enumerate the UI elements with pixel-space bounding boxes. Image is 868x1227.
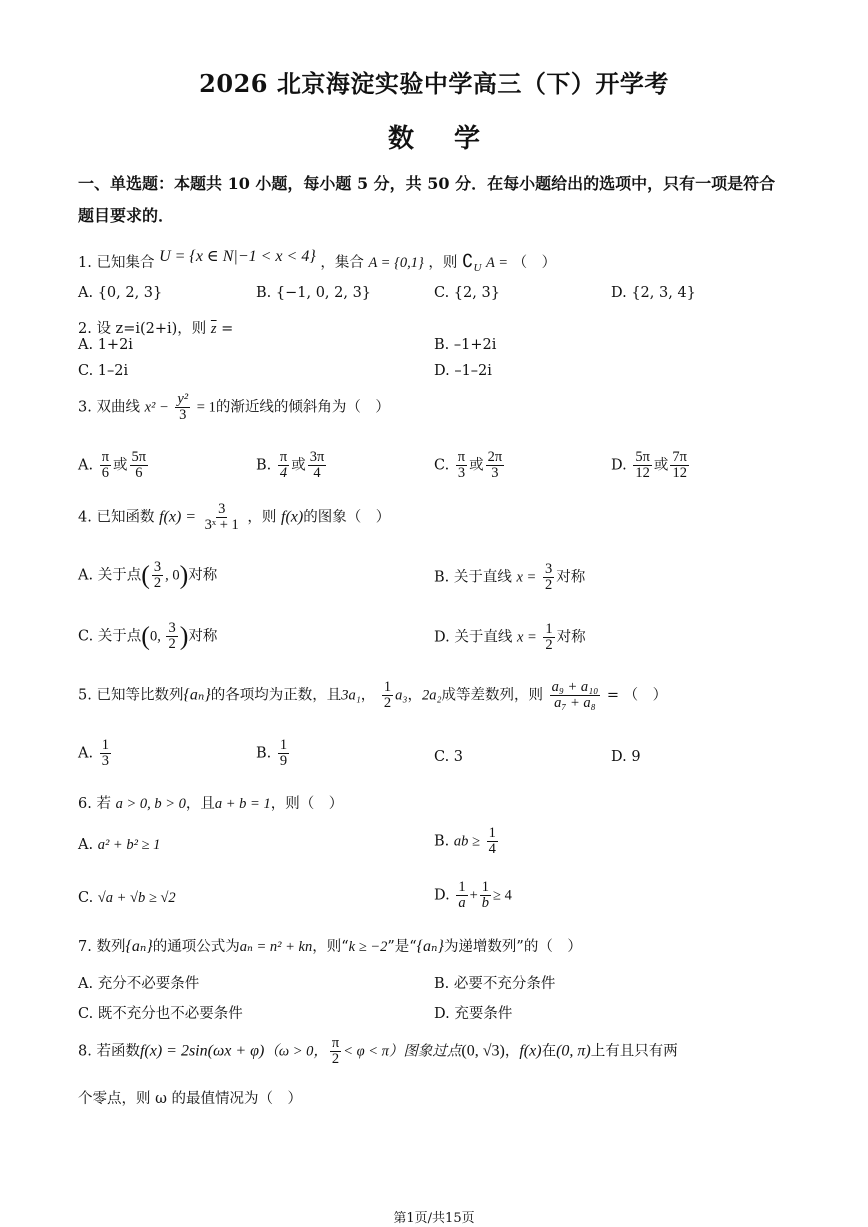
q1-set-a: A = {0,1} [368, 255, 424, 271]
q4-opt-b-tail: 对称 [556, 569, 586, 586]
subject-title: 数学 [387, 124, 520, 154]
q5-opt-a-label: A. [78, 745, 94, 762]
q6-opt-c-label: C. [78, 890, 94, 906]
q2-option-a: A. 1+2i [78, 337, 133, 353]
q2-option-c: C. 1–2i [78, 363, 129, 379]
question-8 [78, 1036, 678, 1067]
q4-option-a [78, 560, 217, 591]
q3-opt-b-den1: 4 [279, 465, 288, 482]
q3-prefix: 3. 双曲线 [78, 399, 140, 416]
q5-mid1: 的各项均为正数，且 [210, 687, 342, 704]
question-6 [78, 792, 343, 813]
q6-opt-d-num1: 1 [458, 879, 466, 895]
q4-opt-b-num: 3 [544, 561, 553, 577]
q2-option-b: B. –1+2i [434, 337, 497, 353]
q8-func: f(x) = 2sin(ωx + φ) [139, 1042, 265, 1060]
q6-prefix: 6. 若 [78, 796, 111, 812]
q4-option-d [434, 622, 586, 653]
q1-paren: （ ） [512, 255, 557, 271]
q4-opt-b-den: 2 [544, 577, 553, 594]
q4-opt-a-frac [152, 560, 163, 591]
q1-tail: ，则 [428, 255, 458, 271]
q4-option-c [78, 621, 217, 652]
q3-opt-c-den1: 3 [457, 465, 466, 482]
q5-opt-b-den: 9 [279, 753, 288, 770]
q4-opt-c-lparen: ( [141, 621, 150, 651]
q6-opt-c-expr: √a + √b ≥ √2 [97, 890, 176, 906]
q5-option-b [256, 738, 291, 769]
q4-opt-b-prefix: B. 关于直线 [434, 569, 512, 586]
section-heading: 一、单选题：本题共 10 小题，每小题 5 分，共 50 分．在每小题给出的选项中，只有一项是符合题目要求的． [78, 174, 776, 225]
q4-opt-c-num: 3 [168, 620, 176, 636]
q3-opt-d-or: 或 [653, 457, 669, 474]
q7-option-d: D. 充要条件 [434, 1006, 513, 1022]
q3-opt-a-or: 或 [113, 457, 128, 474]
q6-cond2: a + b = 1 [214, 796, 271, 812]
q5-term2-num: 1 [383, 679, 392, 695]
page-number: 第1页/共15页 [393, 1211, 475, 1226]
q6-opt-d-den2: b [481, 895, 490, 912]
q3-opt-a-den2: 6 [135, 465, 143, 482]
q5-tail: = （ ） [602, 687, 668, 704]
q3-opt-d-label: D. [611, 457, 627, 474]
q4-opt-c-prefix: C. 关于点 [78, 628, 142, 645]
q3-opt-d-num1: 5π [635, 449, 650, 465]
q5-opt-b-frac [278, 738, 289, 769]
q6-option-a [78, 837, 160, 854]
q4-mid: ，则 [247, 509, 277, 526]
q4-tail: 的图象（ ） [303, 509, 391, 526]
q1-option-d: D. {2, 3, 4} [611, 285, 696, 301]
q3-opt-a-frac2 [130, 450, 149, 481]
q7-mid3: ”是“ [387, 939, 417, 955]
q3-opt-a-den1: 6 [101, 465, 109, 482]
q4-opt-d-eq: x = [516, 629, 537, 646]
q3-opt-b-frac2 [308, 450, 327, 481]
q5-term1: 3a₁ [341, 687, 361, 704]
q5-term2-den: 2 [383, 695, 392, 712]
q6-opt-d-plus: + [469, 887, 478, 904]
q8-mid2: 在 [541, 1043, 557, 1060]
q3-opt-b-num1: π [279, 449, 288, 465]
q3-opt-b-label: B. [256, 457, 272, 474]
q6-option-c [78, 890, 176, 907]
q3-opt-d-den2: 12 [672, 465, 687, 482]
q5-term3: 2a₂ [421, 687, 442, 704]
q4-prefix: 4. 已知函数 [78, 509, 155, 526]
q5-mid2: 成等差数列，则 [441, 687, 543, 704]
q4-opt-d-num: 1 [545, 621, 553, 637]
q4-opt-c-frac [166, 621, 177, 652]
question-5 [78, 680, 667, 711]
q3-opt-c-den2: 3 [491, 465, 499, 482]
q7-prefix: 7. 数列 [78, 939, 126, 955]
q4-opt-a-rparen: ) [179, 560, 189, 590]
q6-tail: ，则（ ） [270, 796, 344, 812]
q5-option-a [78, 738, 113, 769]
q4-opt-d-den: 2 [545, 637, 553, 654]
q1-expr: A = [486, 255, 509, 271]
q7-seq2: {aₙ} [416, 938, 444, 955]
question-2 [78, 317, 233, 338]
q3-option-b [256, 450, 328, 481]
q2-tail: = [216, 321, 234, 337]
q5-ratio-num: a₉ + a₁₀ [551, 679, 599, 695]
q5-opt-a-num: 1 [101, 737, 109, 753]
q1-prefix: 1. 已知集合 [78, 255, 155, 271]
q6-opt-d-label: D. [434, 887, 450, 904]
q2-prefix: 2. 设 z=i(2+i)，则 [78, 321, 207, 337]
q4-fraction [203, 502, 241, 533]
q3-opt-d-num2: 7π [672, 449, 687, 465]
q8-frac-den: 2 [331, 1051, 340, 1068]
q4-opt-a-prefix: A. 关于点 [78, 567, 142, 584]
q4-opt-b-eq: x = [516, 569, 537, 586]
q7-option-b: B. 必要不充分条件 [434, 976, 556, 992]
q7-formula: aₙ = n² + kn [239, 939, 313, 955]
q1-option-c: C. {2, 3} [434, 285, 500, 301]
q3-opt-b-or: 或 [291, 457, 306, 474]
q5-seq: {aₙ} [183, 686, 211, 704]
q4-opt-d-frac [543, 622, 554, 653]
q3-opt-b-den2: 4 [313, 465, 321, 482]
q8-point: (0, √3) [461, 1042, 505, 1060]
q7-tail: 为递增数列”的（ ） [443, 939, 582, 955]
q3-eq-left: x² − [144, 399, 169, 416]
q4-opt-c-tail: 对称 [188, 628, 218, 645]
q5-term2-after: a₃ [395, 687, 408, 704]
q6-opt-a-expr: a² + b² ≥ 1 [97, 837, 161, 853]
q6-option-b [434, 826, 500, 857]
q6-cond: a > 0, b > 0 [115, 796, 186, 812]
q5-sep1: ， [360, 687, 376, 704]
q6-opt-b-expr: ab ≥ [453, 833, 480, 850]
q4-opt-a-num: 3 [153, 559, 162, 575]
q4-opt-b-frac [543, 562, 554, 593]
q7-mid: 的通项公式为 [152, 939, 240, 955]
q8-fx: f(x) [519, 1042, 542, 1060]
q3-eq-right: = 1 [196, 399, 216, 416]
q1-complement-sub: U [473, 261, 482, 274]
q3-opt-c-frac2 [486, 450, 505, 481]
q3-option-c [434, 450, 506, 481]
q4-opt-c-before: 0, [149, 628, 165, 645]
q6-opt-d-frac2 [480, 880, 491, 911]
q3-opt-d-frac1 [633, 450, 652, 481]
q4-opt-d-prefix: D. 关于直线 [434, 629, 513, 646]
q8-prefix: 8. 若函数 [78, 1043, 140, 1060]
q3-opt-c-frac1 [456, 450, 467, 481]
q8-tail: 上有且只有两 [590, 1043, 678, 1060]
q5-ratio [550, 680, 601, 711]
q6-opt-d-num2: 1 [481, 879, 490, 895]
q8-interval: (0, π) [556, 1042, 591, 1060]
question-7 [78, 935, 582, 956]
q3-tail: 的渐近线的倾斜角为（ ） [215, 399, 390, 416]
q6-opt-a-label: A. [78, 837, 94, 853]
q4-fx: f(x) = [159, 508, 197, 526]
q8-line2: 个零点，则 ω 的最值情况为（ ） [78, 1091, 303, 1107]
q3-option-d [611, 450, 691, 481]
q6-opt-b-frac [487, 826, 498, 857]
q1-option-b: B. {−1, 0, 2, 3} [256, 285, 372, 301]
question-4 [78, 502, 390, 533]
q5-opt-b-num: 1 [279, 737, 288, 753]
q2-option-d: D. –1–2i [434, 363, 492, 379]
q8-cond2: < φ < π）图象过点 [343, 1043, 462, 1060]
q8-frac-num: π [331, 1035, 340, 1051]
q7-seq: {aₙ} [125, 938, 153, 955]
q4-opt-a-den: 2 [153, 575, 162, 592]
q3-opt-a-frac1 [100, 450, 111, 481]
q6-opt-d-den1: a [458, 895, 466, 912]
q4-opt-a-after: , 0 [165, 567, 180, 584]
question-3 [78, 392, 390, 423]
q3-opt-b-num2: 3π [309, 449, 325, 465]
q3-opt-d-frac2 [670, 450, 689, 481]
q5-option-d: D. 9 [611, 749, 641, 765]
q8-cond1: （ω > 0， [264, 1043, 328, 1060]
q6-opt-b-label: B. [434, 833, 450, 850]
q5-opt-a-frac [100, 738, 111, 769]
q5-term2-frac [382, 680, 393, 711]
q6-opt-d-frac1 [456, 880, 467, 911]
q3-opt-b-frac1 [278, 450, 289, 481]
q3-opt-a-num1: π [101, 449, 110, 465]
q7-option-c: C. 既不充分也不必要条件 [78, 1006, 243, 1022]
q1-option-a: A. {0, 2, 3} [78, 285, 163, 301]
q5-opt-a-den: 3 [101, 753, 109, 770]
q4-opt-c-den: 2 [168, 636, 176, 653]
q8-frac [330, 1036, 341, 1067]
q7-mid2: ，则“ [312, 939, 349, 955]
q3-opt-c-num2: 2π [487, 449, 503, 465]
q4-opt-a-lparen: ( [141, 560, 150, 590]
exam-title: 2026 北京海淀实验中学高三（下）开学考 [199, 69, 669, 98]
q1-set-u: U = {x ∈ N|−1 < x < 4} [159, 248, 316, 265]
q4-opt-c-rparen: ) [179, 621, 189, 651]
q3-opt-c-label: C. [434, 457, 450, 474]
q6-mid: ，且 [185, 796, 215, 812]
q4-opt-d-tail: 对称 [556, 629, 586, 646]
q3-opt-c-or: 或 [469, 457, 484, 474]
q3-frac-num: y² [177, 391, 189, 407]
q7-cond: k ≥ −2 [348, 939, 388, 955]
q6-opt-b-num: 1 [488, 825, 496, 841]
q5-option-c: C. 3 [434, 749, 464, 765]
q3-opt-a-num2: 5π [131, 449, 147, 465]
q4-opt-a-tail: 对称 [188, 567, 218, 584]
q4-frac-den: 3ˣ + 1 [204, 517, 239, 534]
q4-frac-num: 3 [218, 501, 226, 517]
q7-option-a: A. 充分不必要条件 [78, 976, 200, 992]
q3-fraction [175, 392, 190, 423]
q3-opt-d-den1: 12 [635, 465, 650, 482]
q4-option-b [434, 562, 585, 593]
q1-complement-symbol: ∁ [462, 251, 474, 271]
q8-mid: ， [504, 1043, 520, 1060]
q1-mid: ，集合 [320, 255, 364, 271]
q2-zbar: $\overline{z}$ [210, 321, 217, 337]
q6-opt-d-tail: ≥ 4 [493, 887, 512, 904]
q5-prefix: 5. 已知等比数列 [78, 687, 184, 704]
q4-fx2: f(x) [281, 508, 304, 526]
q5-opt-b-label: B. [256, 745, 272, 762]
q5-sep2: ， [407, 687, 422, 704]
q6-opt-b-den: 4 [488, 841, 496, 858]
q3-opt-c-num1: π [457, 449, 466, 465]
q3-opt-a-label: A. [78, 457, 94, 474]
q3-frac-den: 3 [179, 407, 187, 424]
q3-option-a [78, 450, 150, 481]
q6-option-d [434, 880, 512, 911]
question-1 [78, 246, 556, 274]
q5-ratio-den: a₇ + a₈ [554, 695, 596, 712]
